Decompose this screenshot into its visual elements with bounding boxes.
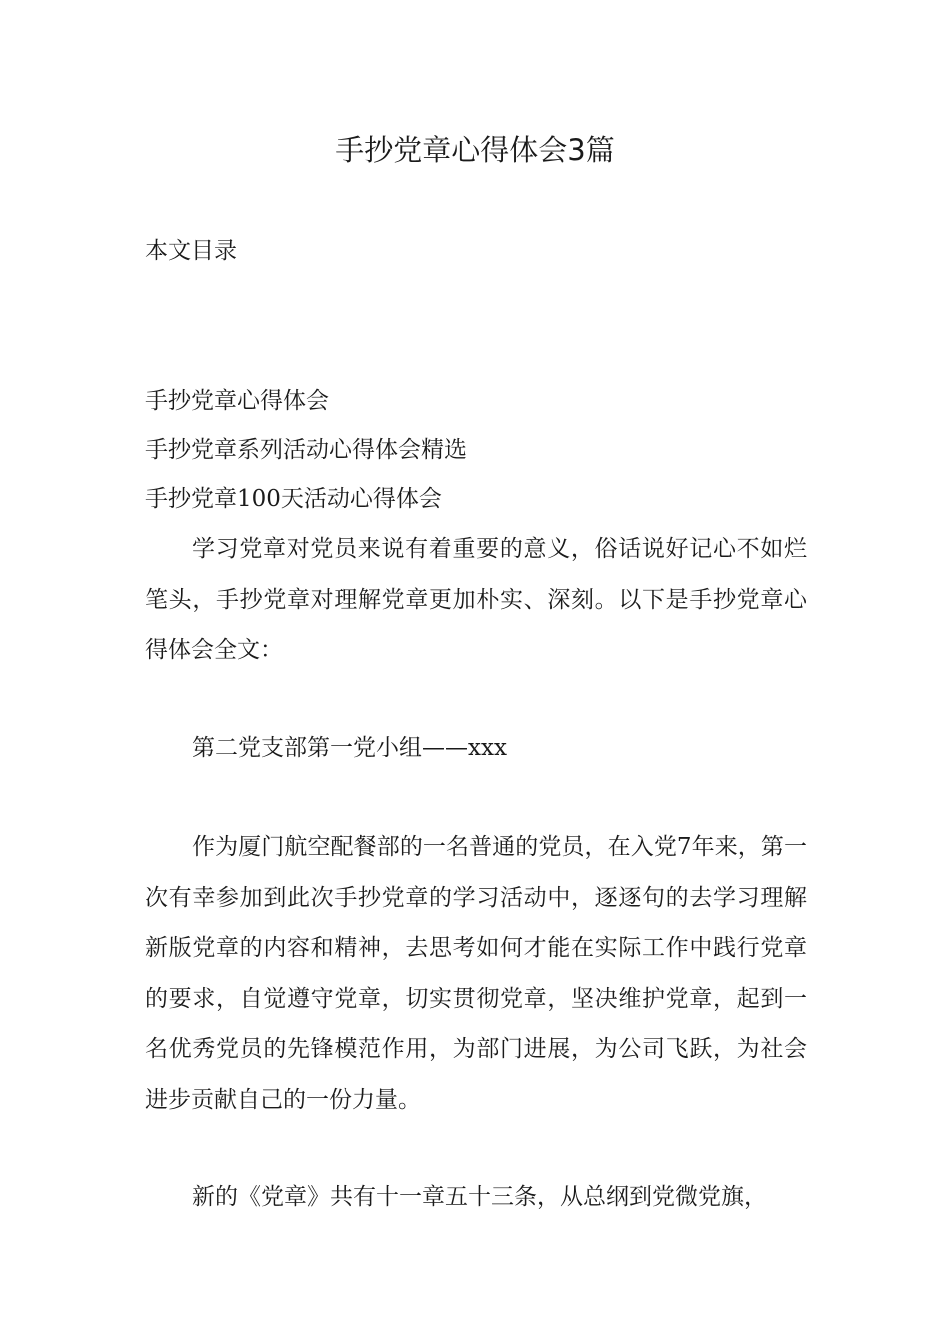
intro-paragraph: 学习党章对党员来说有着重要的意义，俗话说好记心不如烂笔头，手抄党章对理解党章更加朴实、深刻。以下是手抄党章心得体会全文： (145, 536, 807, 663)
toc-item-2: 手抄党章系列活动心得体会精选 (145, 437, 467, 463)
document-title: 手抄党章心得体会3篇 (335, 133, 615, 167)
toc-item-3: 手抄党章100天活动心得体会 (145, 486, 442, 512)
body-paragraph-2: 新的《党章》共有十一章五十三条，从总纲到党微党旗， (192, 1184, 767, 1210)
toc-item-1: 手抄党章心得体会 (145, 388, 329, 414)
body-paragraph-1: 作为厦门航空配餐部的一名普通的党员，在入党7年来，第一次有幸参加到此次手抄党章的学习活动中，逐逐句的去学习理解新版党章的内容和精神，去思考如何才能在实际工作中践行党章的要求，自觉遵守党章，切实贯彻党章，坚决维护党章，起到一名优秀党员的先锋模范作用，为部门进展，为公司飞跃，为社会进步贡献自己的一份力量。 (145, 834, 807, 1113)
toc-heading: 本文目录 (145, 238, 237, 264)
author-line: 第二党支部第一党小组——xxx (192, 735, 507, 761)
